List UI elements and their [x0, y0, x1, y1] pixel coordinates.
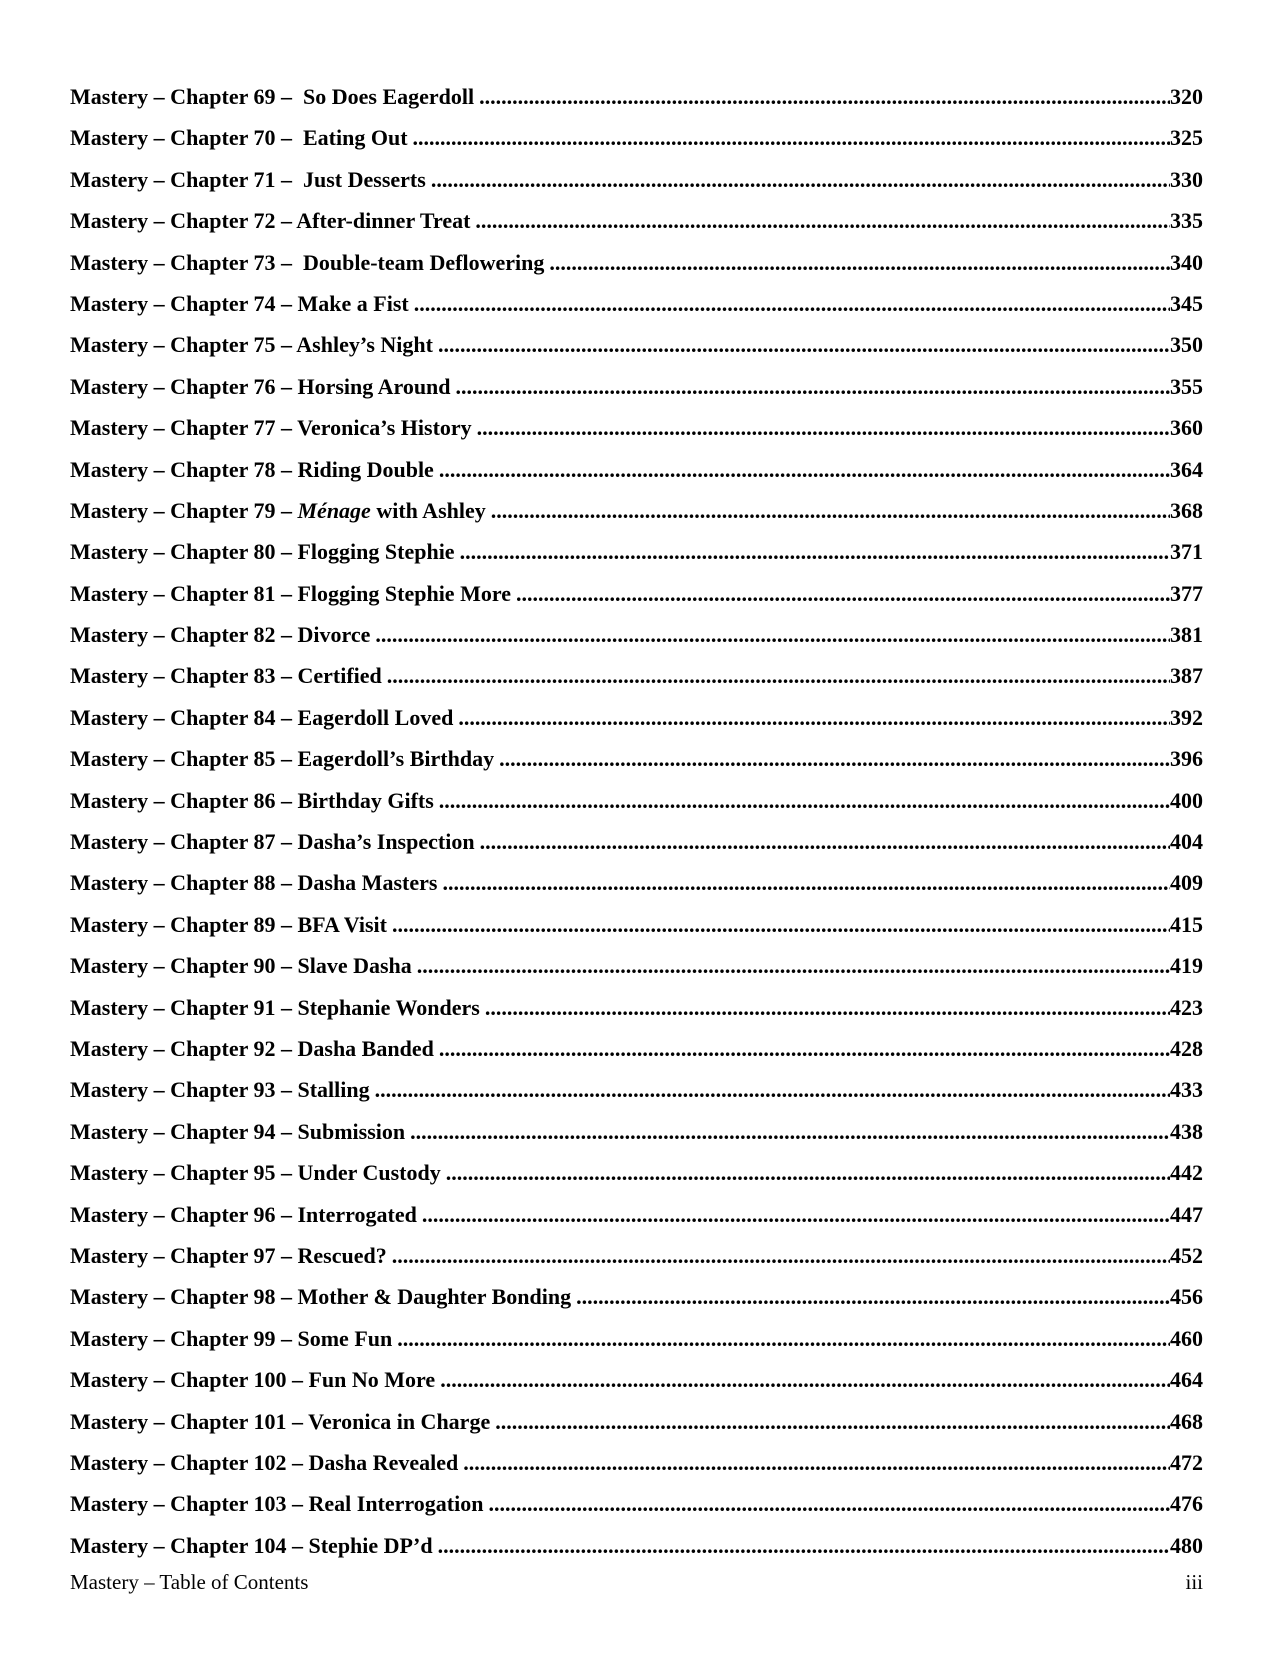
- toc-entry-title: Mastery – Chapter 80 – Flogging Stephie: [70, 539, 455, 565]
- toc-entry[interactable]: [70, 821, 1203, 862]
- toc-entry-title: Mastery – Chapter 98 – Mother & Daughter Bonding: [70, 1284, 572, 1310]
- dot-leader: [435, 1359, 1170, 1400]
- toc-entry[interactable]: [70, 117, 1203, 158]
- toc-entry[interactable]: [70, 1028, 1203, 1069]
- toc-entry-page: 325: [1170, 125, 1203, 151]
- toc-entry-page: 371: [1170, 539, 1203, 565]
- toc-entry-page: 368: [1170, 497, 1203, 523]
- toc-entry-page: 476: [1170, 1491, 1203, 1517]
- toc-entry-title: Mastery – Chapter 102 – Dasha Revealed: [70, 1449, 459, 1475]
- toc-entry[interactable]: [70, 1318, 1203, 1359]
- toc-entry-title: Mastery – Chapter 95 – Under Custody: [70, 1160, 441, 1186]
- footer-page-number: iii: [1185, 1570, 1203, 1594]
- toc-entry-title-italic: Ménage: [297, 497, 371, 523]
- toc-entry-page: 381: [1170, 622, 1203, 648]
- toc-entry[interactable]: [70, 738, 1203, 779]
- dot-leader: [417, 1194, 1170, 1235]
- toc-entry-title: Mastery – Chapter 76 – Horsing Around: [70, 373, 451, 399]
- toc-entry[interactable]: [70, 1525, 1203, 1566]
- toc-entry[interactable]: [70, 945, 1203, 986]
- toc-entry-page: 396: [1170, 746, 1203, 772]
- toc-entry-page: 428: [1170, 1035, 1203, 1061]
- toc-entry-page: 415: [1170, 911, 1203, 937]
- toc-entry-page: 377: [1170, 580, 1203, 606]
- toc-entry-page: 364: [1170, 456, 1203, 482]
- toc-entry[interactable]: [70, 76, 1203, 117]
- table-of-contents: [70, 76, 1203, 1566]
- toc-entry-title: Mastery – Chapter 75 – Ashley’s Night: [70, 332, 433, 358]
- toc-entry-page: 335: [1170, 208, 1203, 234]
- toc-entry-title: Mastery – Chapter 88 – Dasha Masters: [70, 870, 438, 896]
- dot-leader: [544, 242, 1170, 283]
- toc-entry-title: Mastery – Chapter 103 – Real Interrogation: [70, 1491, 484, 1517]
- dot-leader: [370, 614, 1170, 655]
- toc-entry-page: 345: [1170, 290, 1203, 316]
- toc-entry-title: Mastery – Chapter 73 – Double-team Deflowering: [70, 249, 545, 275]
- toc-entry[interactable]: [70, 1442, 1203, 1483]
- toc-entry-title: Mastery – Chapter 91 – Stephanie Wonders: [70, 994, 480, 1020]
- toc-entry-page: 350: [1170, 332, 1203, 358]
- dot-leader: [511, 573, 1170, 614]
- dot-leader: [405, 1111, 1170, 1152]
- toc-entry-page: 419: [1170, 953, 1203, 979]
- toc-entry-title: Mastery – Chapter 81 – Flogging Stephie More: [70, 580, 511, 606]
- toc-entry-page: 400: [1170, 787, 1203, 813]
- toc-entry[interactable]: [70, 655, 1203, 696]
- dot-leader: [451, 366, 1170, 407]
- toc-entry-page: 360: [1170, 415, 1203, 441]
- toc-entry[interactable]: [70, 490, 1203, 531]
- toc-entry-title: Mastery – Chapter 78 – Riding Double: [70, 456, 434, 482]
- toc-entry[interactable]: [70, 1401, 1203, 1442]
- toc-entry[interactable]: [70, 531, 1203, 572]
- dot-leader: [474, 76, 1170, 117]
- dot-leader: [458, 1442, 1170, 1483]
- toc-entry-title: Mastery – Chapter 71 – Just Desserts: [70, 166, 426, 192]
- toc-entry-title: Mastery – Chapter 86 – Birthday Gifts: [70, 787, 434, 813]
- dot-leader: [571, 1276, 1170, 1317]
- toc-entry-title: Mastery – Chapter 97 – Rescued?: [70, 1242, 387, 1268]
- toc-entry-title: Mastery – Chapter 101 – Veronica in Charge: [70, 1408, 491, 1434]
- toc-entry[interactable]: [70, 614, 1203, 655]
- toc-entry-title: Mastery – Chapter 83 – Certified: [70, 663, 382, 689]
- dot-leader: [408, 117, 1170, 158]
- toc-entry-page: 392: [1170, 704, 1203, 730]
- toc-entry[interactable]: [70, 862, 1203, 903]
- dot-leader: [370, 1069, 1170, 1110]
- toc-entry[interactable]: [70, 242, 1203, 283]
- dot-leader: [437, 862, 1170, 903]
- toc-entry[interactable]: [70, 1152, 1203, 1193]
- toc-entry-title: Mastery – Chapter 93 – Stalling: [70, 1077, 370, 1103]
- toc-entry[interactable]: [70, 573, 1203, 614]
- dot-leader: [409, 283, 1170, 324]
- dot-leader: [441, 1152, 1170, 1193]
- toc-entry-title: Mastery – Chapter 90 – Slave Dasha: [70, 953, 412, 979]
- toc-entry[interactable]: [70, 1235, 1203, 1276]
- dot-leader: [472, 407, 1170, 448]
- toc-entry-title: Mastery – Chapter 87 – Dasha’s Inspection: [70, 829, 475, 855]
- toc-entry-title: Mastery – Chapter 82 – Divorce: [70, 622, 371, 648]
- toc-entry[interactable]: [70, 200, 1203, 241]
- toc-entry-title: Mastery – Chapter 92 – Dasha Banded: [70, 1035, 434, 1061]
- toc-entry[interactable]: [70, 780, 1203, 821]
- toc-entry-title: Mastery – Chapter 104 – Stephie DP’d: [70, 1532, 433, 1558]
- dot-leader: [455, 531, 1170, 572]
- dot-leader: [412, 945, 1170, 986]
- toc-entry[interactable]: [70, 904, 1203, 945]
- toc-entry[interactable]: [70, 1276, 1203, 1317]
- toc-entry-title: Mastery – Chapter 74 – Make a Fist: [70, 290, 409, 316]
- toc-entry-page: 442: [1170, 1160, 1203, 1186]
- toc-entry-title: Mastery – Chapter 84 – Eagerdoll Loved: [70, 704, 454, 730]
- toc-entry-page: 456: [1170, 1284, 1203, 1310]
- toc-entry-title: Mastery – Chapter 99 – Some Fun: [70, 1325, 393, 1351]
- toc-entry[interactable]: [70, 449, 1203, 490]
- toc-entry[interactable]: [70, 283, 1203, 324]
- toc-entry-title: Mastery – Chapter 85 – Eagerdoll’s Birthday: [70, 746, 495, 772]
- dot-leader: [490, 1401, 1170, 1442]
- toc-entry-title: Mastery – Chapter 77 – Veronica’s History: [70, 415, 472, 441]
- toc-entry-page: 404: [1170, 829, 1203, 855]
- dot-leader: [387, 1235, 1170, 1276]
- toc-entry[interactable]: [70, 407, 1203, 448]
- page-footer: [70, 1570, 1203, 1595]
- toc-entry[interactable]: [70, 1111, 1203, 1152]
- toc-entry-title: Mastery – Chapter 94 – Submission: [70, 1118, 406, 1144]
- toc-entry-title: Mastery – Chapter 70 – Eating Out: [70, 125, 408, 151]
- toc-entry-page: 409: [1170, 870, 1203, 896]
- dot-leader: [387, 904, 1170, 945]
- toc-entry-page: 330: [1170, 166, 1203, 192]
- dot-leader: [480, 987, 1170, 1028]
- toc-entry-title: Mastery – Chapter 69 – So Does Eagerdoll: [70, 84, 475, 109]
- dot-leader: [453, 697, 1170, 738]
- toc-entry[interactable]: [70, 697, 1203, 738]
- dot-leader: [434, 1028, 1170, 1069]
- toc-entry[interactable]: [70, 987, 1203, 1028]
- toc-entry[interactable]: [70, 159, 1203, 200]
- dot-leader: [433, 324, 1170, 365]
- toc-entry-page: 464: [1170, 1367, 1203, 1393]
- toc-entry-page: 423: [1170, 994, 1203, 1020]
- toc-entry[interactable]: [70, 1194, 1203, 1235]
- dot-leader: [434, 780, 1170, 821]
- toc-entry[interactable]: [70, 1483, 1203, 1524]
- toc-entry-page: 452: [1170, 1242, 1203, 1268]
- dot-leader: [382, 655, 1170, 696]
- toc-entry-title: Mastery – Chapter 79 – Ménage with Ashley: [70, 497, 486, 523]
- footer-document-title: Mastery – Table of Contents: [70, 1570, 309, 1594]
- toc-entry-page: 438: [1170, 1118, 1203, 1144]
- toc-entry-page: 320: [1170, 84, 1203, 109]
- dot-leader: [470, 200, 1170, 241]
- dot-leader: [494, 738, 1170, 779]
- dot-leader: [483, 1483, 1170, 1524]
- toc-entry[interactable]: [70, 1069, 1203, 1110]
- toc-entry-page: 472: [1170, 1449, 1203, 1475]
- dot-leader: [434, 449, 1170, 490]
- toc-entry-page: 433: [1170, 1077, 1203, 1103]
- toc-entry[interactable]: [70, 324, 1203, 365]
- toc-entry-title: Mastery – Chapter 96 – Interrogated: [70, 1201, 417, 1227]
- toc-entry-page: 468: [1170, 1408, 1203, 1434]
- toc-entry-title: Mastery – Chapter 89 – BFA Visit: [70, 911, 387, 937]
- toc-entry-page: 340: [1170, 249, 1203, 275]
- toc-entry-page: 387: [1170, 663, 1203, 689]
- toc-entry-title: Mastery – Chapter 72 – After-dinner Treat: [70, 208, 471, 234]
- toc-entry-title: Mastery – Chapter 100 – Fun No More: [70, 1367, 436, 1393]
- toc-entry-page: 480: [1170, 1532, 1203, 1558]
- dot-leader: [475, 821, 1170, 862]
- toc-entry[interactable]: [70, 366, 1203, 407]
- toc-entry[interactable]: [70, 1359, 1203, 1400]
- dot-leader: [433, 1525, 1170, 1566]
- toc-entry-page: 460: [1170, 1325, 1203, 1351]
- dot-leader: [392, 1318, 1170, 1359]
- toc-entry-page: 447: [1170, 1201, 1203, 1227]
- dot-leader: [486, 490, 1170, 531]
- toc-entry-page: 355: [1170, 373, 1203, 399]
- dot-leader: [426, 159, 1170, 200]
